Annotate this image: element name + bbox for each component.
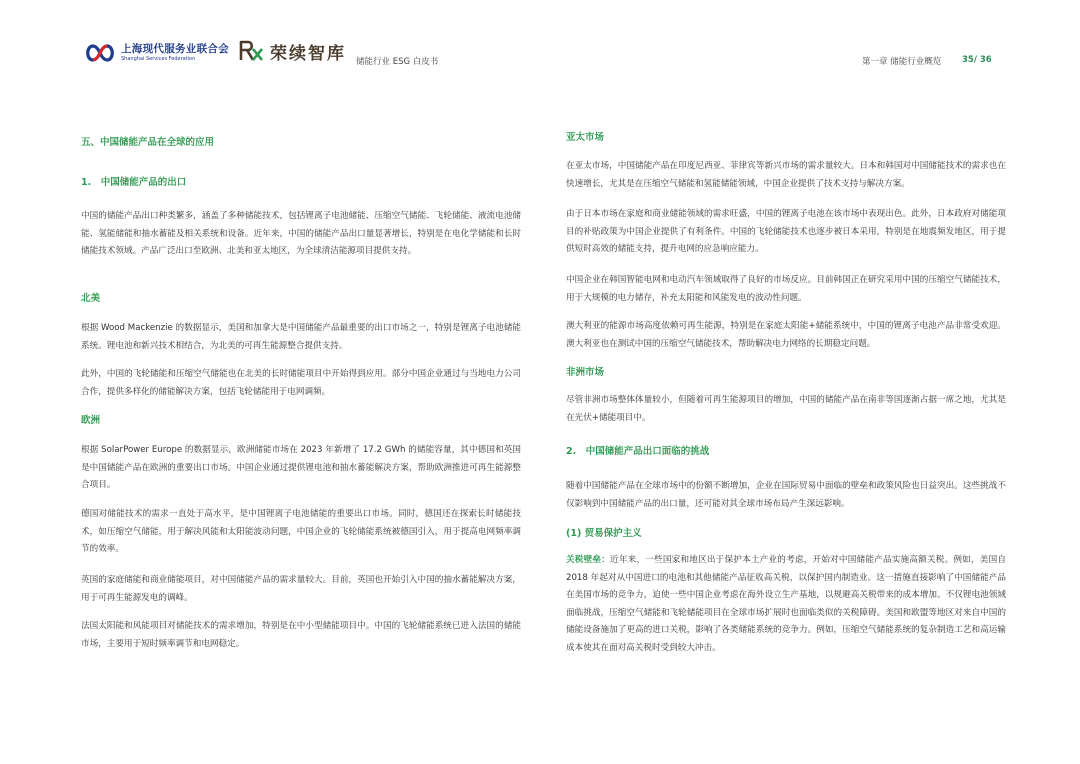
subsection-title-protectionism: (1) 贸易保护主义 — [566, 528, 642, 539]
brand-name: 荣续智库 — [270, 43, 346, 64]
paragraph-ap-1: 在亚太市场，中国储能产品在印度尼西亚、菲律宾等新兴市场的需求量较大。日本和韩国对中国储能技术的需求也在快速增长，尤其是在压缩空气储能和氢能储能领域，中国企业提供了技术支持与解决方案。 — [566, 161, 1006, 189]
paragraph-ap-4: 澳大利亚的能源市场高度依赖可再生能源，特别是在家庭太阳能+储能系统中，中国的锂离子电池产品非常受欢迎。澳大利亚也在测试中国的压缩空气储能技术，帮助解决电力网络的长期稳定问题。 — [566, 321, 1006, 349]
tariff-label: 关税壁垒： — [566, 555, 611, 565]
heading-africa: 非洲市场 — [566, 367, 605, 378]
paragraph-eu-3: 英国的家庭储能和商业储能项目，对中国储能产品的需求量较大。目前，英国也开始引入中国的抽水蓄能解决方案，用于可再生能源发电的调峰。 — [81, 575, 521, 603]
rx-logo-icon — [238, 39, 264, 63]
paragraph-na-1: 根据 Wood Mackenzie 的数据显示，美国和加拿大是中国储能产品最重要的出口市场之一，特别是锂离子电池储能系统。锂电池和新兴技术相结合，为北美的可再生能源整合提供支持。 — [81, 323, 521, 351]
paragraph-intro: 中国的储能产品出口种类繁多，涵盖了多种储能技术，包括锂离子电池储能、压缩空气储能、飞轮储能、液流电池储能、氢能储能和抽水蓄能及相关系统和设备。近年来，中国的储能产品出口量显著增长，特别是在电化学储能和长时储能技术领域。产品广泛出口至欧洲、北美和亚太地区，为全球清洁能源项目提供支持。 — [81, 211, 521, 257]
ssf-logo-icon — [84, 42, 116, 64]
paragraph-eu-4: 法国太阳能和风能项目对储能技术的需求增加，特别是在中小型储能项目中。中国的飞轮储能系统已进入法国的储能市场，主要用于短时频率调节和电网稳定。 — [81, 621, 521, 649]
paragraph-ap-3: 中国企业在韩国智能电网和电动汽车领域取得了良好的市场反应。目前韩国正在研究采用中国的压缩空气储能技术，用于大规模的电力储存，补充太阳能和风能发电的波动性问题。 — [566, 275, 1006, 303]
paragraph-eu-2: 德国对储能技术的需求一直处于高水平，是中国锂离子电池储能的重要出口市场。同时，德国还在探索长时储能技术，如压缩空气储能，用于解决风能和太阳能波动问题，中国企业的飞轮储能系统被德国引入，用于提高电网频率调节的效率。 — [81, 509, 521, 555]
subsection-title-challenges: 2. 中国储能产品出口面临的挑战 — [566, 446, 710, 457]
chapter-title: 第一章 储能行业概览 — [862, 57, 942, 67]
org-name-en: Shanghai Services Federation — [121, 55, 196, 62]
page-header — [0, 0, 1080, 80]
org-logo — [84, 40, 234, 66]
paragraph-ap-2: 由于日本市场在家庭和商业储能领域的需求旺盛，中国的锂离子电池在该市场中表现出色。此外，日本政府对储能项目的补贴政策为中国企业提供了有利条件。中国的飞轮储能技术也逐步被日本采用，特别是在地震频发地区，用于提供短时高效的储能支持，提升电网的应急响应能力。 — [566, 209, 1006, 255]
tariff-text: 近年来，一些国家和地区出于保护本土产业的考虑，开始对中国储能产品实施高额关税。例如，美国自 2018 年起对从中国进口的电池和其他储能产品征收高关税，以保护国内制造业。这一措施直接影响了中国储能产品在美国市场的竞争力，迫使一些中国企业考虑在海外设立生产基地，以规避高关税带来的成本增加。不仅锂电池领域面临挑战，压缩空气储能和飞轮储能项目在全球市场扩展时也面临类似的关税障碍。美国和欧盟等地区对来自中国的储能设备施加了更高的进口关税，影响了各类储能系统的竞争力。例如，压缩空气储能系统的复杂制造工艺和高运输成本使其在面对高关税时受到较大冲击。 — [566, 555, 1006, 653]
document-title: 储能行业 ESG 白皮书 — [356, 57, 439, 67]
section-title: 五、中国储能产品在全球的应用 — [81, 137, 215, 148]
paragraph-tariff — [566, 552, 1006, 658]
heading-north-america: 北美 — [81, 293, 101, 304]
org-name: 上海现代服务业联合会 — [121, 43, 229, 56]
brand-logo — [238, 38, 346, 64]
paragraph-af-1: 尽管非洲市场整体体量较小，但随着可再生能源项目的增加，中国的储能产品在南非等国逐渐占据一席之地，尤其是在光伏+储能项目中。 — [566, 395, 1006, 423]
page-number: 35/ 36 — [962, 55, 992, 65]
heading-asia-pacific: 亚太市场 — [566, 132, 605, 143]
subsection-title-exports: 1. 中国储能产品的出口 — [81, 177, 187, 188]
paragraph-eu-1: 根据 SolarPower Europe 的数据显示，欧洲储能市场在 2023 年新增了 17.2 GWh 的储能容量，其中德国和英国是中国储能产品在欧洲的重要出口市场。中国企业通过提供锂电池和抽水蓄能解决方案，帮助欧洲推进可再生能源整合项目。 — [81, 445, 521, 491]
paragraph-na-2: 此外，中国的飞轮储能和压缩空气储能也在北美的长时储能项目中开始得到应用。部分中国企业通过与当地电力公司合作，提供多样化的储能解决方案，包括飞轮储能用于电网调频。 — [81, 369, 521, 397]
paragraph-challenges: 随着中国储能产品在全球市场中的份额不断增加，企业在国际贸易中面临的壁垒和政策风险也日益突出。这些挑战不仅影响到中国储能产品的出口量，还可能对其全球市场布局产生深远影响。 — [566, 481, 1006, 509]
heading-europe: 欧洲 — [81, 415, 101, 426]
